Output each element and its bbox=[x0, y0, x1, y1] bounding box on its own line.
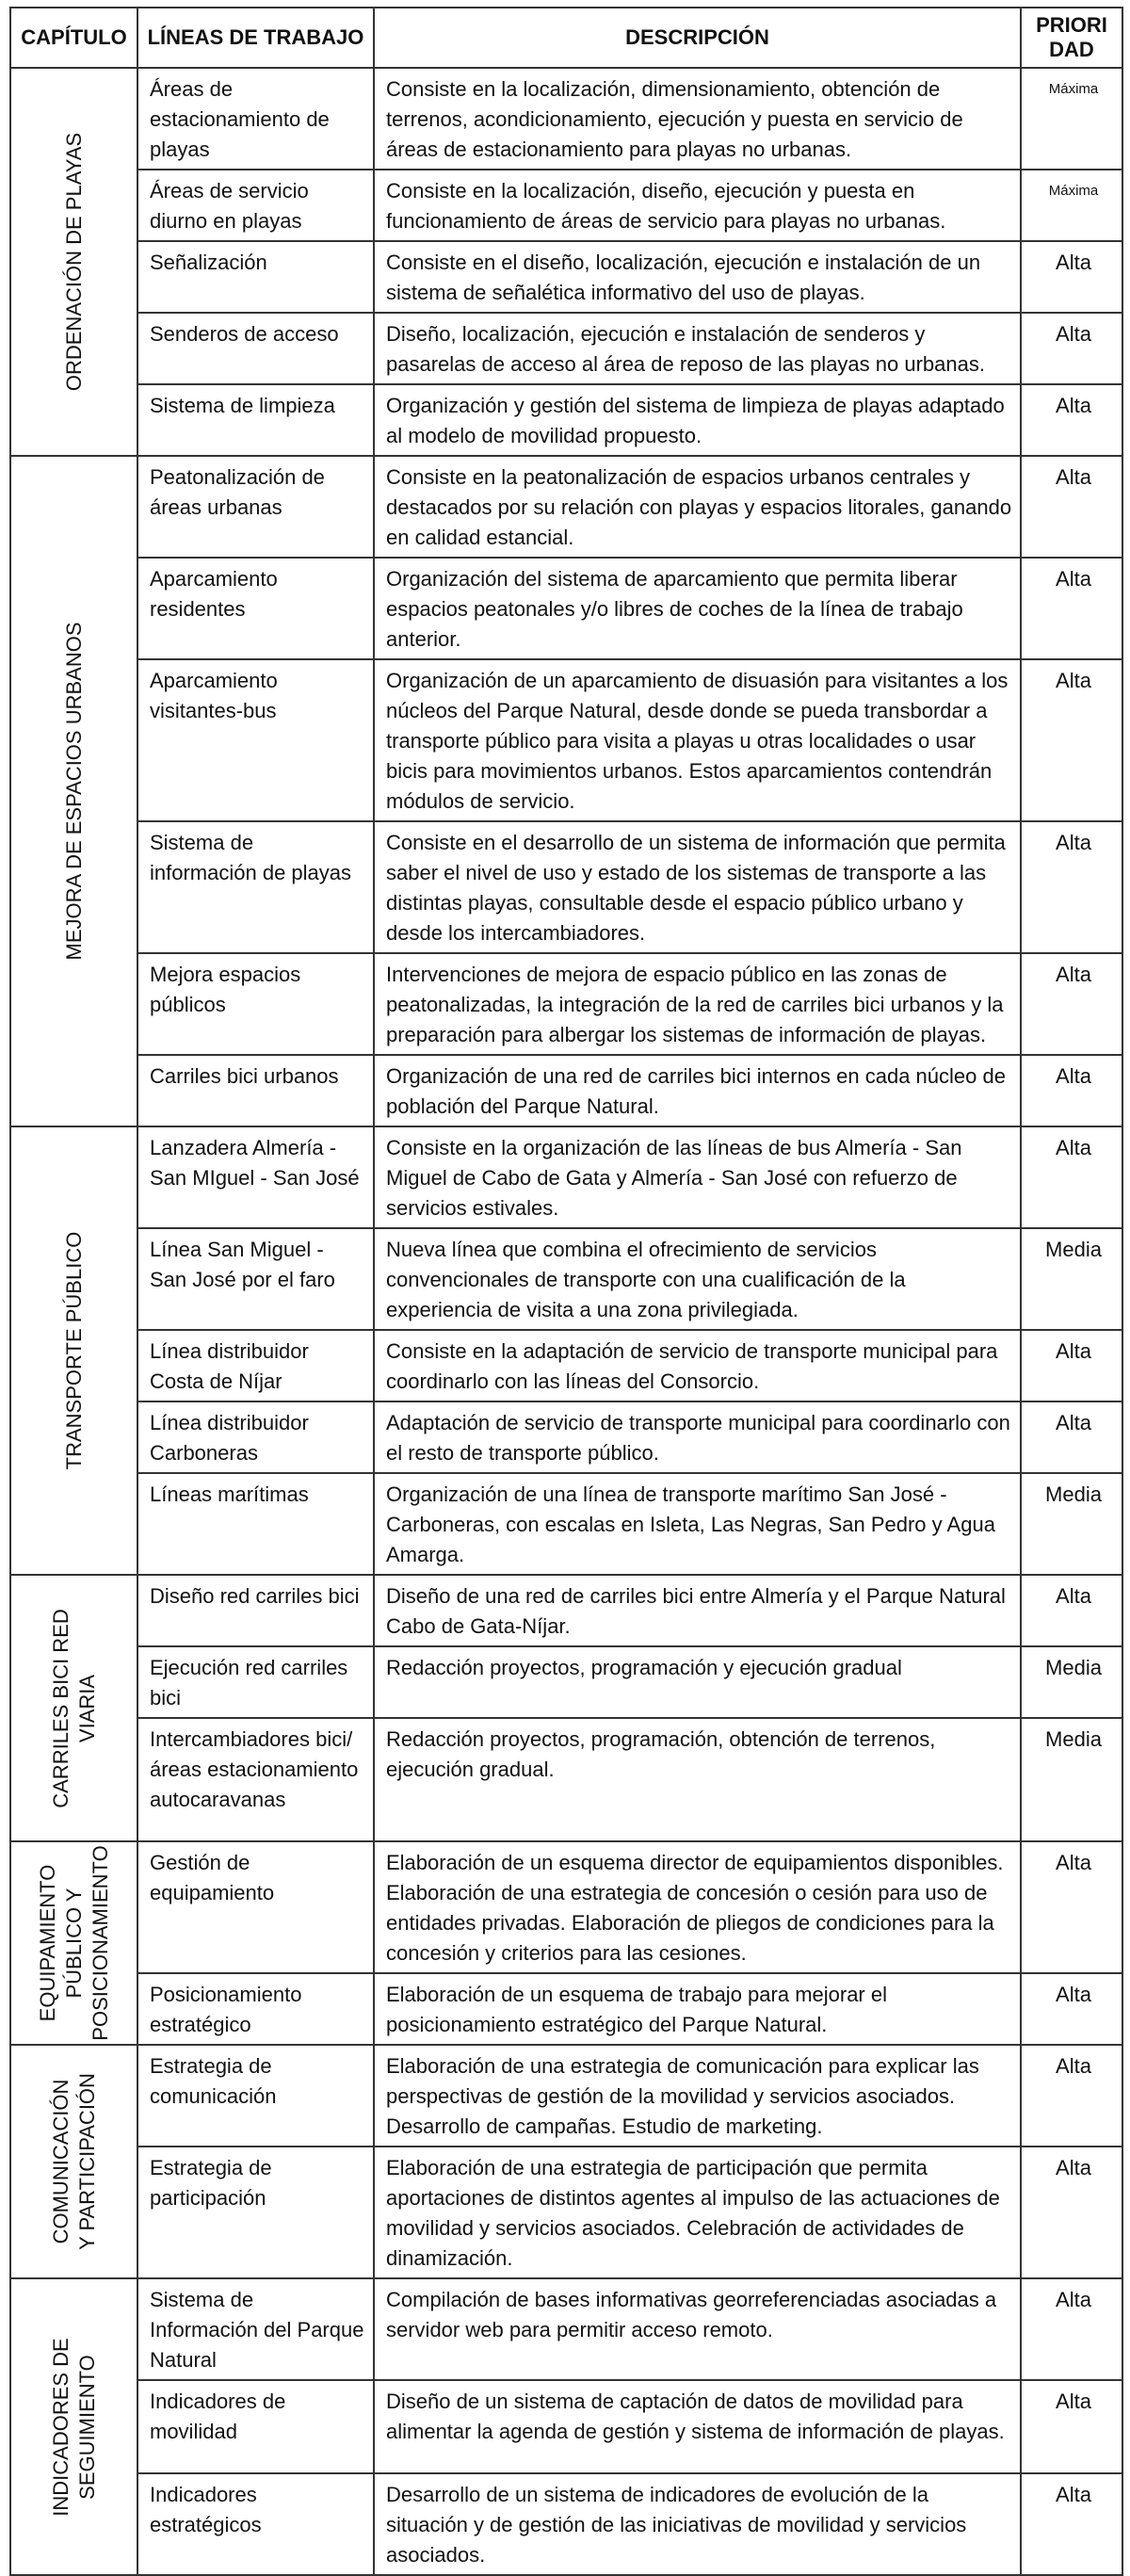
priority-cell: Alta bbox=[1021, 1330, 1122, 1401]
chapter-cell bbox=[10, 1841, 137, 2045]
description-cell: Elaboración de una estrategia de comunicación para explicar las perspectivas de gestión de la movilidad y servicios asociados. Desarrollo de campañas. Estudio de marketing. bbox=[374, 2045, 1021, 2147]
work-line-cell: Sistema de información de playas bbox=[137, 821, 374, 953]
work-line-cell: Sistema de limpieza bbox=[137, 384, 374, 456]
description-cell: Diseño de un sistema de captación de datos de movilidad para alimentar la agenda de gestión y sistema de información de playas. bbox=[374, 2380, 1021, 2473]
work-line-cell: Posicionamiento estratégico bbox=[137, 1973, 374, 2045]
work-line-cell: Señalización bbox=[137, 241, 374, 313]
header-row bbox=[10, 8, 1122, 68]
table-row bbox=[10, 68, 1122, 170]
table-row bbox=[10, 1330, 1122, 1401]
table-row bbox=[10, 1973, 1122, 2045]
description-cell: Organización y gestión del sistema de limpieza de playas adaptado al modelo de movilidad propuesto. bbox=[374, 384, 1021, 456]
table-row bbox=[10, 659, 1122, 821]
header-work-lines: LÍNEAS DE TRABAJO bbox=[137, 8, 374, 68]
description-cell: Consiste en la localización, dimensionamiento, obtención de terrenos, acondicionamiento, ejecución y puesta en servicio de áreas de estacionamiento para playas no urbanas. bbox=[374, 68, 1021, 170]
work-lines-table bbox=[9, 7, 1123, 2576]
description-cell: Diseño de una red de carriles bici entre Almería y el Parque Natural Cabo de Gata-Níjar. bbox=[374, 1575, 1021, 1646]
work-line-cell: Peatonalización de áreas urbanas bbox=[137, 456, 374, 558]
priority-cell: Alta bbox=[1021, 558, 1122, 659]
work-line-cell: Gestión de equipamiento bbox=[137, 1841, 374, 1973]
work-line-cell: Línea distribuidor Carboneras bbox=[137, 1401, 374, 1473]
description-cell: Consiste en el desarrollo de un sistema de información que permita saber el nivel de uso y estado de los sistemas de transporte a las distintas playas, consultable desde el espacio público urbano y desde los intercambiadores. bbox=[374, 821, 1021, 953]
work-line-cell: Diseño red carriles bici bbox=[137, 1575, 374, 1646]
description-cell: Elaboración de un esquema director de equipamientos disponibles. Elaboración de una estrategia de concesión o cesión para uso de entidades privadas. Elaboración de pliegos de condiciones para la concesión y criterios para las cesiones. bbox=[374, 1841, 1021, 1973]
table-row bbox=[10, 1646, 1122, 1718]
description-cell: Adaptación de servicio de transporte municipal para coordinarlo con el resto de transporte público. bbox=[374, 1401, 1021, 1473]
work-line-cell: Líneas marítimas bbox=[137, 1473, 374, 1575]
chapter-cell bbox=[10, 2045, 137, 2278]
priority-cell: Alta bbox=[1021, 821, 1122, 953]
table-body bbox=[10, 68, 1122, 2575]
table-row bbox=[10, 821, 1122, 953]
chapter-name: COMUNICACIÓN Y PARTICIPACIÓN bbox=[48, 2073, 99, 2250]
table-row bbox=[10, 241, 1122, 313]
chapter-cell bbox=[10, 1126, 137, 1575]
chapter-name: ORDENACIÓN DE PLAYAS bbox=[61, 132, 86, 392]
work-line-cell: Línea San Miguel - San José por el faro bbox=[137, 1228, 374, 1330]
header-chapter: CAPÍTULO bbox=[10, 8, 137, 68]
chapter-name: CARRILES BICI RED VIARIA bbox=[48, 1608, 99, 1808]
table-row bbox=[10, 953, 1122, 1055]
priority-cell: Alta bbox=[1021, 241, 1122, 313]
chapter-name: MEJORA DE ESPACIOS URBANOS bbox=[61, 622, 86, 961]
chapter-cell bbox=[10, 68, 137, 456]
priority-cell: Alta bbox=[1021, 384, 1122, 456]
priority-cell: Alta bbox=[1021, 2147, 1122, 2278]
priority-cell: Alta bbox=[1021, 456, 1122, 558]
work-line-cell: Indicadores de movilidad bbox=[137, 2380, 374, 2473]
table-row bbox=[10, 2473, 1122, 2575]
description-cell: Elaboración de una estrategia de participación que permita aportaciones de distintos agentes al impulso de las actuaciones de movilidad y servicios asociados. Celebración de actividades de dinamización. bbox=[374, 2147, 1021, 2278]
work-line-cell: Indicadores estratégicos bbox=[137, 2473, 374, 2575]
description-cell: Organización de un aparcamiento de disuasión para visitantes a los núcleos del Parque Natural, desde donde se pueda transbordar a transporte público para visita a playas u otras localidades o usar bicis para movimientos urbanos. Estos aparcamientos contendrán módulos de servicio. bbox=[374, 659, 1021, 821]
work-line-cell: Carriles bici urbanos bbox=[137, 1055, 374, 1126]
table-row bbox=[10, 1718, 1122, 1841]
chapter-cell bbox=[10, 2278, 137, 2575]
table-row bbox=[10, 2045, 1122, 2147]
description-cell: Consiste en la organización de las líneas de bus Almería - San Miguel de Cabo de Gata y Almería - San José con refuerzo de servicios estivales. bbox=[374, 1126, 1021, 1228]
table-row bbox=[10, 1055, 1122, 1126]
priority-cell: Media bbox=[1021, 1718, 1122, 1841]
chapter-cell bbox=[10, 1575, 137, 1841]
priority-cell: Alta bbox=[1021, 659, 1122, 821]
work-line-cell: Áreas de servicio diurno en playas bbox=[137, 170, 374, 241]
description-cell: Consiste en el diseño, localización, ejecución e instalación de un sistema de señalética informativo del uso de playas. bbox=[374, 241, 1021, 313]
table-row bbox=[10, 456, 1122, 558]
table-row bbox=[10, 558, 1122, 659]
priority-cell: Alta bbox=[1021, 2045, 1122, 2147]
description-cell: Desarrollo de un sistema de indicadores de evolución de la situación y de gestión de las iniciativas de movilidad y servicios asociados. bbox=[374, 2473, 1021, 2575]
table-row bbox=[10, 384, 1122, 456]
table-row bbox=[10, 2147, 1122, 2278]
priority-cell: Media bbox=[1021, 1646, 1122, 1718]
header-priority bbox=[1021, 8, 1122, 68]
description-cell: Consiste en la peatonalización de espacios urbanos centrales y destacados por su relación con playas y espacios litorales, ganando en calidad estancial. bbox=[374, 456, 1021, 558]
priority-cell: Alta bbox=[1021, 1973, 1122, 2045]
table-row bbox=[10, 1401, 1122, 1473]
work-line-cell: Lanzadera Almería - San MIguel - San José bbox=[137, 1126, 374, 1228]
priority-cell: Media bbox=[1021, 1228, 1122, 1330]
description-cell: Elaboración de un esquema de trabajo para mejorar el posicionamiento estratégico del Parque Natural. bbox=[374, 1973, 1021, 2045]
priority-cell: Máxima bbox=[1021, 170, 1122, 241]
description-cell: Organización de una red de carriles bici internos en cada núcleo de población del Parque Natural. bbox=[374, 1055, 1021, 1126]
priority-cell: Alta bbox=[1021, 953, 1122, 1055]
header-description: DESCRIPCIÓN bbox=[374, 8, 1021, 68]
description-cell: Redacción proyectos, programación, obtención de terrenos, ejecución gradual. bbox=[374, 1718, 1021, 1841]
work-line-cell: Mejora espacios públicos bbox=[137, 953, 374, 1055]
description-cell: Intervenciones de mejora de espacio público en las zonas de peatonalizadas, la integración de la red de carriles bici urbanos y la preparación para albergar los sistemas de información de playas. bbox=[374, 953, 1021, 1055]
work-line-cell: Estrategia de participación bbox=[137, 2147, 374, 2278]
work-line-cell: Sistema de Información del Parque Natural bbox=[137, 2278, 374, 2380]
header-priority-text: PRIORI DAD bbox=[1036, 13, 1107, 61]
priority-cell: Máxima bbox=[1021, 68, 1122, 170]
priority-cell: Alta bbox=[1021, 1055, 1122, 1126]
work-line-cell: Ejecución red carriles bici bbox=[137, 1646, 374, 1718]
description-cell: Organización de una línea de transporte marítimo San José - Carboneras, con escalas en Isleta, Las Negras, San Pedro y Agua Amarga. bbox=[374, 1473, 1021, 1575]
description-cell: Diseño, localización, ejecución e instalación de senderos y pasarelas de acceso al área de reposo de las playas no urbanas. bbox=[374, 313, 1021, 384]
table-row bbox=[10, 2278, 1122, 2380]
chapter-name: INDICADORES DE SEGUIMIENTO bbox=[48, 2337, 99, 2517]
work-line-cell: Áreas de estacionamiento de playas bbox=[137, 68, 374, 170]
description-cell: Consiste en la adaptación de servicio de transporte municipal para coordinarlo con las líneas del Consorcio. bbox=[374, 1330, 1021, 1401]
table-row bbox=[10, 1228, 1122, 1330]
table-row bbox=[10, 1575, 1122, 1646]
priority-cell: Media bbox=[1021, 1473, 1122, 1575]
chapter-name: EQUIPAMIENTO PÚBLICO Y POSICIONAMIENTO bbox=[35, 1845, 112, 2041]
work-line-cell: Estrategia de comunicación bbox=[137, 2045, 374, 2147]
table-row bbox=[10, 1841, 1122, 1973]
table-row bbox=[10, 170, 1122, 241]
description-cell: Redacción proyectos, programación y ejecución gradual bbox=[374, 1646, 1021, 1718]
chapter-cell bbox=[10, 456, 137, 1126]
priority-cell: Alta bbox=[1021, 1575, 1122, 1646]
description-cell: Consiste en la localización, diseño, ejecución y puesta en funcionamiento de áreas de servicio para playas no urbanas. bbox=[374, 170, 1021, 241]
priority-cell: Alta bbox=[1021, 2380, 1122, 2473]
priority-cell: Alta bbox=[1021, 2473, 1122, 2575]
work-line-cell: Aparcamiento residentes bbox=[137, 558, 374, 659]
description-cell: Organización del sistema de aparcamiento que permita liberar espacios peatonales y/o libres de coches de la línea de trabajo anterior. bbox=[374, 558, 1021, 659]
table-row bbox=[10, 2380, 1122, 2473]
description-cell: Nueva línea que combina el ofrecimiento de servicios convencionales de transporte con una cualificación de la experiencia de visita a una zona privilegiada. bbox=[374, 1228, 1021, 1330]
table-row bbox=[10, 1473, 1122, 1575]
table-row bbox=[10, 313, 1122, 384]
work-line-cell: Intercambiadores bici/áreas estacionamiento autocaravanas bbox=[137, 1718, 374, 1841]
description-cell: Compilación de bases informativas georreferenciadas asociadas a servidor web para permitir acceso remoto. bbox=[374, 2278, 1021, 2380]
priority-cell: Alta bbox=[1021, 1841, 1122, 1973]
work-line-cell: Aparcamiento visitantes-bus bbox=[137, 659, 374, 821]
priority-cell: Alta bbox=[1021, 313, 1122, 384]
work-line-cell: Línea distribuidor Costa de Níjar bbox=[137, 1330, 374, 1401]
priority-cell: Alta bbox=[1021, 2278, 1122, 2380]
table-row bbox=[10, 1126, 1122, 1228]
chapter-name: TRANSPORTE PÚBLICO bbox=[61, 1231, 86, 1470]
priority-cell: Alta bbox=[1021, 1401, 1122, 1473]
priority-cell: Alta bbox=[1021, 1126, 1122, 1228]
work-line-cell: Senderos de acceso bbox=[137, 313, 374, 384]
